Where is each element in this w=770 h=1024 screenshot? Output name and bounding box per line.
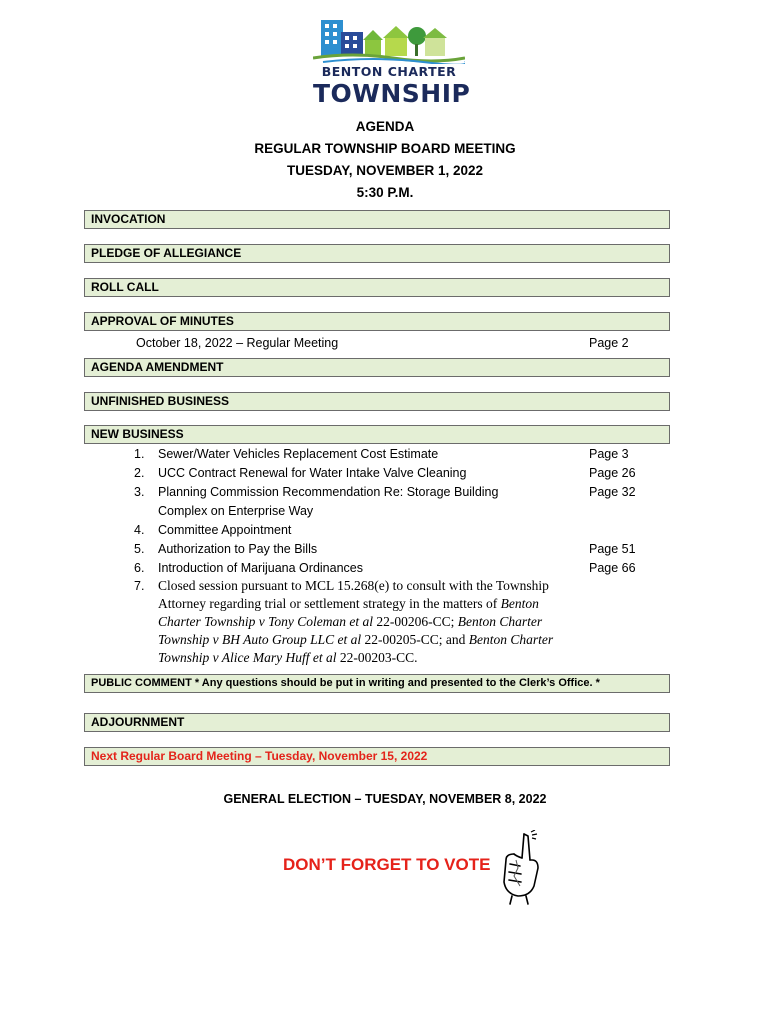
township-logo: [313, 18, 471, 110]
item-number: 5.: [134, 542, 145, 556]
next-meeting-notice: Next Regular Board Meeting – Tuesday, November 15, 2022: [84, 747, 670, 766]
closed-session-line-2: Attorney regarding trial or settlement strategy in the matters of Benton: [158, 596, 539, 611]
general-election-notice: GENERAL ELECTION – TUESDAY, NOVEMBER 8, 2022: [223, 792, 547, 806]
item-page: Page 26: [589, 466, 636, 480]
item-number: 2.: [134, 466, 145, 480]
item-page: Page 32: [589, 485, 636, 499]
vote-reminder: DON’T FORGET TO VOTE: [283, 855, 491, 874]
business-item-continued: Complex on Enterprise Way: [158, 504, 314, 518]
item-number: 3.: [134, 485, 145, 499]
item-page: Page 51: [589, 542, 636, 556]
section-adjournment: ADJOURNMENT: [84, 713, 670, 732]
closed-session-line-1: Closed session pursuant to MCL 15.268(e) to consult with the Township: [158, 578, 549, 593]
meeting-time: 5:30 P.M.: [356, 185, 414, 200]
closed-session-line-4: Township v BH Auto Group LLC et al 22-00205-CC; and Benton Charter: [158, 632, 554, 647]
section-new-business: NEW BUSINESS: [84, 425, 670, 444]
business-item: Sewer/Water Vehicles Replacement Cost Estimate: [158, 447, 439, 461]
business-item: Planning Commission Recommendation Re: Storage Building: [158, 485, 499, 499]
business-item: Authorization to Pay the Bills: [158, 542, 318, 556]
meeting-date: TUESDAY, NOVEMBER 1, 2022: [286, 163, 484, 178]
pointing-hand-icon: [494, 830, 546, 906]
section-invocation: INVOCATION: [84, 210, 670, 229]
closed-session-line-3: Charter Township v Tony Coleman et al 22-00206-CC; Benton Charter: [158, 614, 543, 629]
logo-line-1: BENTON CHARTER: [321, 64, 457, 79]
business-item: Committee Appointment: [158, 523, 292, 537]
section-agenda-amendment: AGENDA AMENDMENT: [84, 358, 670, 377]
business-item: UCC Contract Renewal for Water Intake Valve Cleaning: [158, 466, 467, 480]
logo-line-2: TOWNSHIP: [313, 79, 471, 108]
section-roll-call: ROLL CALL: [84, 278, 670, 297]
item-number: 6.: [134, 561, 145, 575]
section-pledge: PLEDGE OF ALLEGIANCE: [84, 244, 670, 263]
section-approval-of-minutes: APPROVAL OF MINUTES: [84, 312, 670, 331]
skyline-graphic: [313, 18, 465, 64]
item-page: Page 66: [589, 561, 636, 575]
item-number: 4.: [134, 523, 145, 537]
minutes-page: Page 2: [589, 336, 629, 350]
item-number: 7.: [134, 579, 145, 593]
agenda-title: AGENDA: [355, 119, 415, 134]
item-number: 1.: [134, 447, 145, 461]
meeting-title: REGULAR TOWNSHIP BOARD MEETING: [254, 141, 516, 156]
section-public-comment: PUBLIC COMMENT * Any questions should be put in writing and presented to the Clerk’s Office. *: [84, 674, 670, 693]
minutes-item: October 18, 2022 – Regular Meeting: [136, 336, 339, 350]
item-page: Page 3: [589, 447, 629, 461]
closed-session-line-5: Township v Alice Mary Huff et al 22-00203-CC.: [158, 650, 418, 665]
section-unfinished-business: UNFINISHED BUSINESS: [84, 392, 670, 411]
business-item: Introduction of Marijuana Ordinances: [158, 561, 363, 575]
